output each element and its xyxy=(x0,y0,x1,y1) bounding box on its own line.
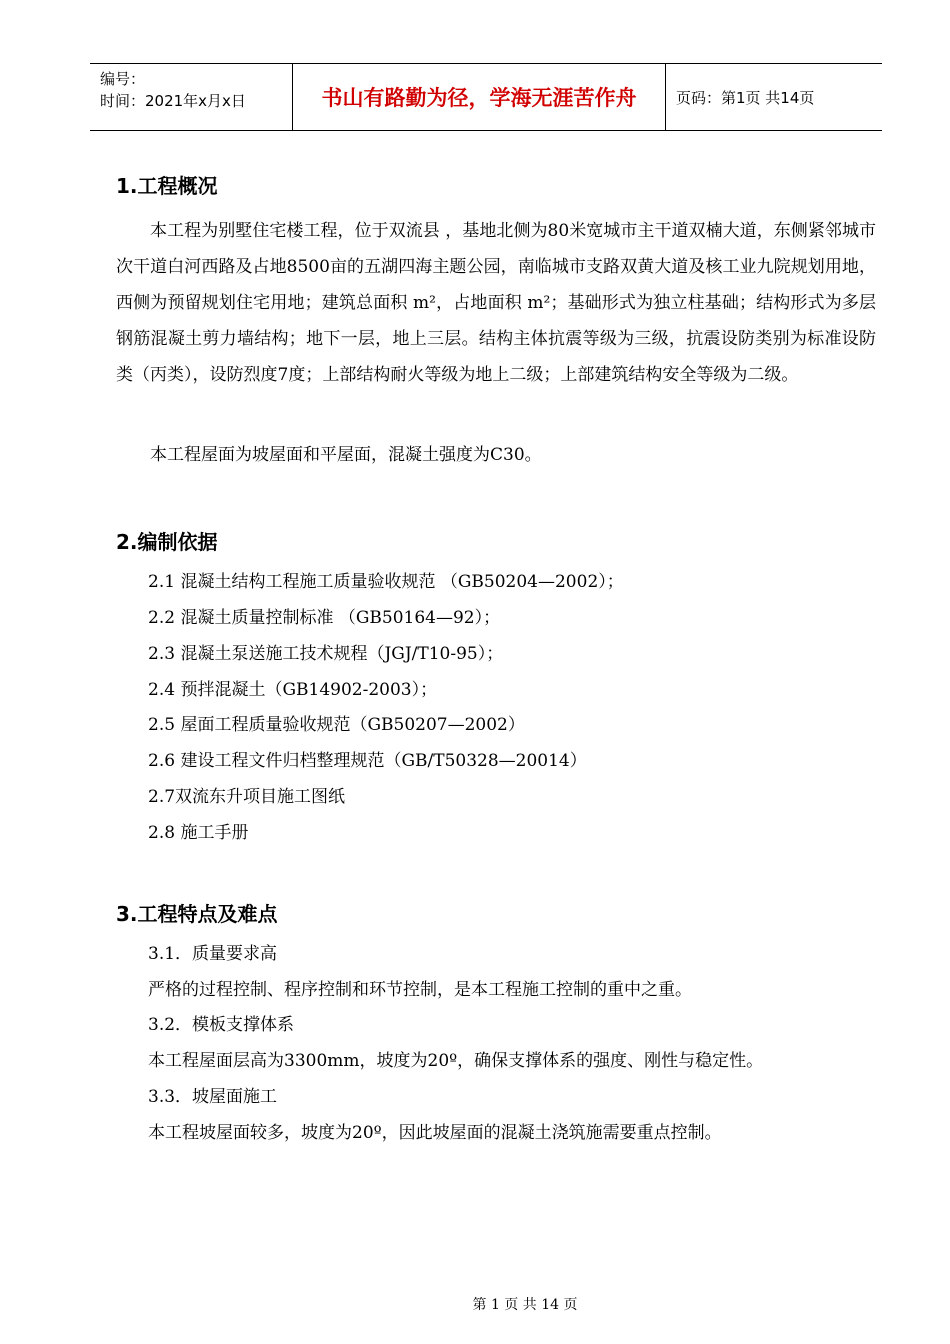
subsection-title: 3.3．坡屋面施工 xyxy=(148,1087,278,1107)
list-item: 2.3 混凝土泵送施工技术规程（JGJ/T10-95）； xyxy=(148,644,504,664)
list-item: 2.6 建设工程文件归档整理规范（GB/T50328—20014） xyxy=(148,751,587,771)
page-footer: 第 1 页 共 14 页 xyxy=(472,1297,578,1313)
header-page-info: 页码：第1页 共14页 xyxy=(676,88,815,107)
paragraph-text: 本工程为别墅住宅楼工程，位于双流县 ，基地北侧为80米宽城市主干道双楠大道，东侧紧邻城市次干道白河西路及占地8500亩的五湖四海主题公园，南临城市支路双黄大道及核工业九院规划用地，西侧为预留规划住宅用地；建筑总面积 m²，占地面积 m²；基础形式为独立柱基础；结构形式为多层钢筋混凝土剪力墙结构；地下一层，地上三层。结构主体抗震等级为三级，抗震设防类别为标准设防类（丙类），设防烈度7度；上部结构耐火等级为地上二级；上部建筑结构安全等级为二级。 xyxy=(116,221,876,385)
subsection-title: 3.1．质量要求高 xyxy=(148,944,278,964)
list-item: 2.1 混凝土结构工程施工质量验收规范 （GB50204—2002）； xyxy=(148,572,624,592)
header-motto: 书山有路勤为径，学海无涯苦作舟 xyxy=(292,64,666,130)
paragraph xyxy=(116,437,876,473)
paragraph-text: 本工程坡屋面较多，坡度为20º，因此坡屋面的混凝土浇筑施需要重点控制。 xyxy=(148,1123,722,1143)
paragraph-text: 严格的过程控制、程序控制和环节控制，是本工程施工控制的重中之重。 xyxy=(148,980,692,1000)
section-title: 1.工程概况 xyxy=(116,174,218,198)
document-header xyxy=(90,63,882,131)
header-meta xyxy=(90,64,292,130)
section-title: 2.编制依据 xyxy=(116,530,218,554)
section-title: 3.工程特点及难点 xyxy=(116,902,278,926)
list-item: 2.5 屋面工程质量验收规范（GB50207—2002） xyxy=(148,715,525,735)
list-item: 2.7双流东升项目施工图纸 xyxy=(148,787,346,807)
document-number-label: 编号： xyxy=(100,70,146,88)
document-date: 时间：2021年x月x日 xyxy=(100,92,246,110)
list-item: 2.8 施工手册 xyxy=(148,823,249,843)
paragraph-text: 本工程屋面层高为3300mm，坡度为20º，确保支撑体系的强度、刚性与稳定性。 xyxy=(148,1051,764,1071)
paragraph-text: 本工程屋面为坡屋面和平屋面，混凝土强度为C30。 xyxy=(150,445,542,465)
list-item: 2.2 混凝土质量控制标准 （GB50164—92）； xyxy=(148,608,501,628)
list-item: 2.4 预拌混凝土（GB14902-2003）； xyxy=(148,680,438,700)
subsection-title: 3.2．模板支撑体系 xyxy=(148,1015,295,1035)
paragraph xyxy=(116,213,876,393)
